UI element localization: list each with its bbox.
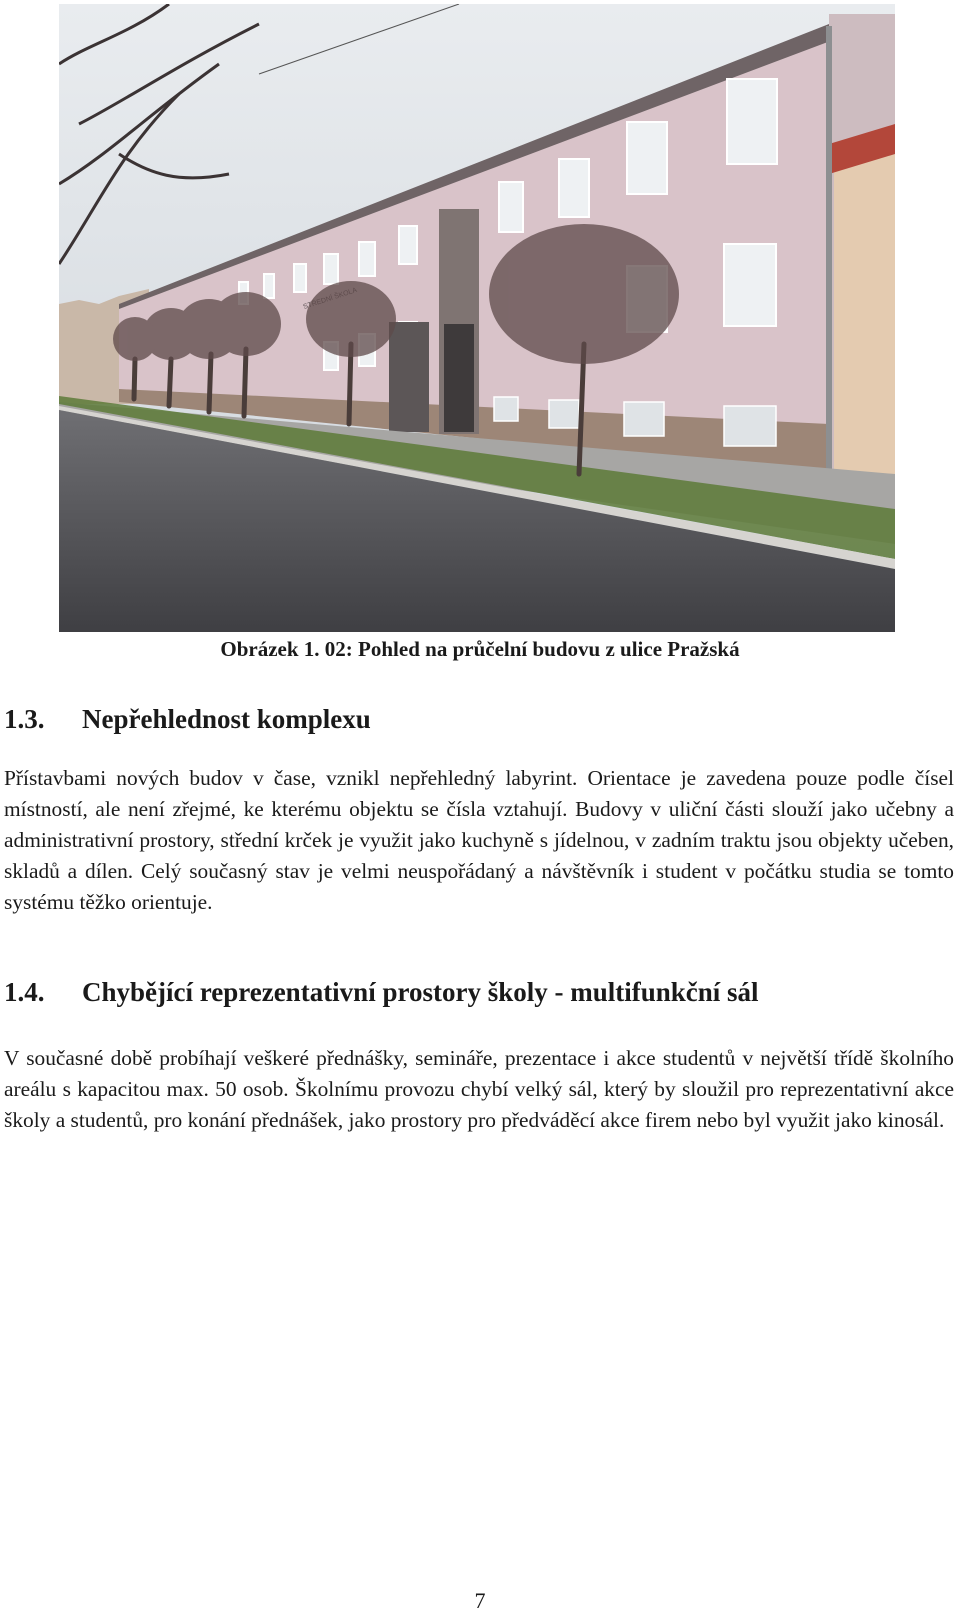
section-heading-1-4 [4, 976, 759, 1008]
page-number: 7 [474, 1588, 486, 1613]
section-number: 1.4. [4, 977, 45, 1007]
figure-caption: Obrázek 1. 02: Pohled na průčelní budovu z ulice Pražská [220, 637, 740, 661]
building-photo [59, 4, 895, 632]
section-1-3-paragraph: Přístavbami nových budov v čase, vznikl nepřehledný labyrint. Orientace je zavedena pouze podle čísel místností, ale není zřejmé, ke kterému objektu se čísla vztahují. Budovy v uliční části slouží jako učebny a administrativní prostory, střední krček je využit jako kuchyně s jídelnou, v zadním traktu jsou objekty učeben, skladů a dílen. Celý současný stav je velmi neuspořádaný a návštěvník i student v počátku studia se tomto systému těžko orientuje. [4, 766, 954, 914]
section-heading-1-3 [4, 703, 371, 735]
section-title: Chybějící reprezentativní prostory školy - multifunkční sál [82, 977, 759, 1007]
building-photo-illustration [59, 4, 895, 632]
section-title: Nepřehlednost komplexu [82, 704, 371, 734]
section-number: 1.3. [4, 704, 45, 734]
section-1-4-paragraph: V současné době probíhají veškeré přednášky, semináře, prezentace i akce studentů v největší třídě školního areálu s kapacitou max. 50 osob. Školnímu provozu chybí velký sál, který by sloužil pro reprezentativní akce školy a studentů, pro konání přednášek, jako prostory pro předváděcí akce firem nebo byl využit jako kinosál. [4, 1046, 954, 1132]
